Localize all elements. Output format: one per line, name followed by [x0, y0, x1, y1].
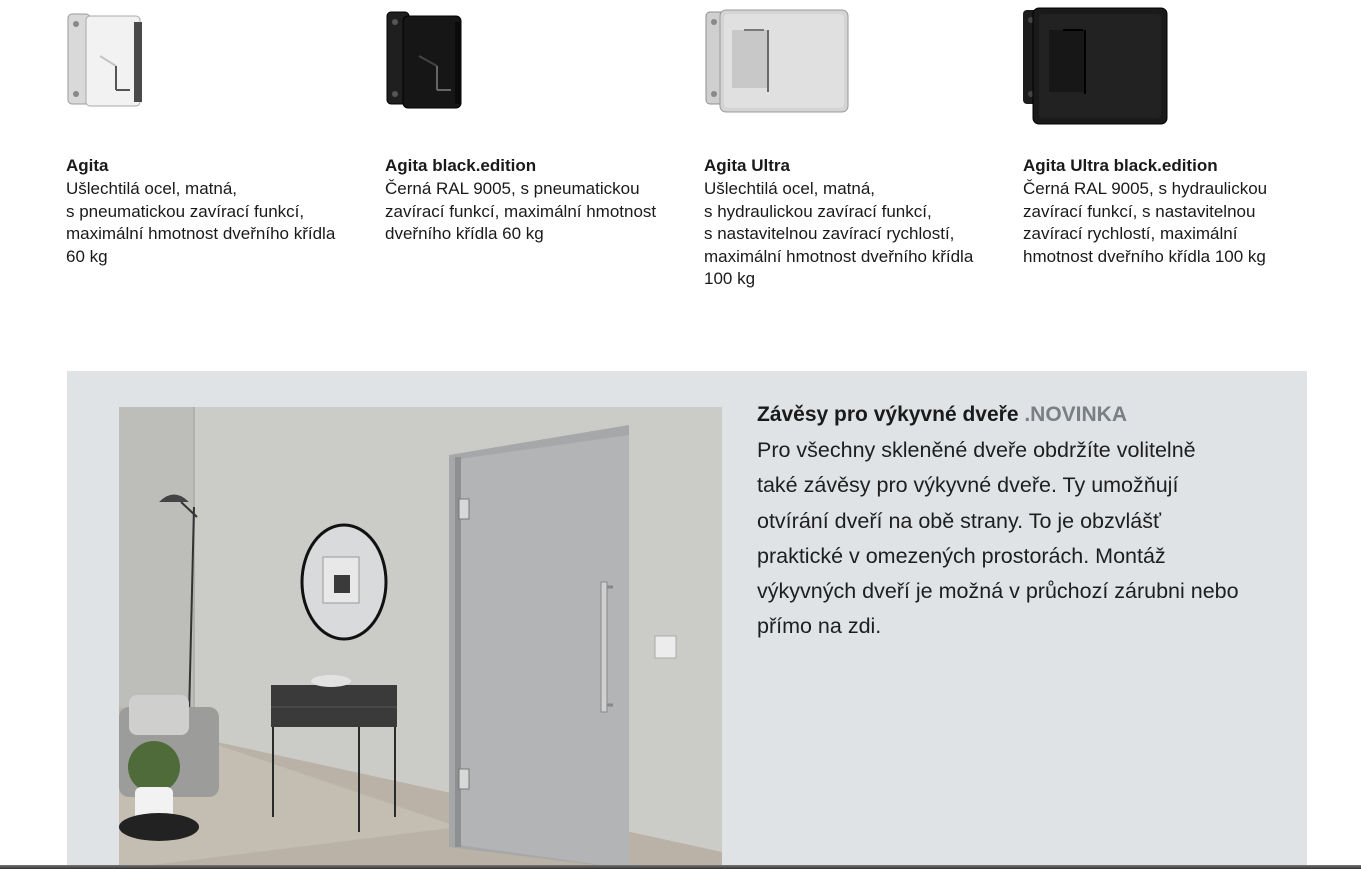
hinge-ultra-black-image	[1023, 0, 1183, 140]
hinge-stainless-image	[66, 0, 226, 140]
product-name[interactable]: Agita Ultra	[704, 156, 790, 175]
swing-door-room-image	[119, 407, 722, 869]
product-grid	[0, 0, 1361, 300]
product-description: Černá RAL 9005, s pneumatickou zavírací funkcí, maximální hmotnost dveřního křídla 60 kg	[385, 179, 657, 243]
hinge-ultra-stainless-image	[704, 0, 864, 140]
product-description: Ušlechtilá ocel, matná, s hydraulickou zavírací funkcí, s nastavitelnou zavírací rychlostí, maximální hmotnost dveřního křídla 100 kg	[704, 179, 974, 288]
product-description: Ušlechtilá ocel, matná, s pneumatickou zavírací funkcí, maximální hmotnost dveřního křídla 60 kg	[66, 179, 336, 266]
feature-title-text: Závěsy pro výkyvné dveře	[757, 403, 1019, 426]
hinge-black-image	[385, 0, 545, 140]
product-name[interactable]: Agita Ultra black.edition	[1023, 156, 1218, 175]
feature-text	[757, 401, 1287, 645]
product-name[interactable]: Agita	[66, 156, 109, 175]
feature-description: Pro všechny skleněné dveře obdržíte volitelně také závěsy pro výkyvné dveře. Ty umožňují otvírání dveří na obě strany. To je obzvlášť praktické v omezených prostorách. Montáž výkyvných dveří je možná v průchozí zárubni nebo přímo na zdi.	[757, 438, 1239, 639]
product-name[interactable]: Agita black.edition	[385, 156, 537, 175]
room-photo	[119, 407, 722, 869]
new-badge: .NOVINKA	[1024, 403, 1128, 426]
page-divider	[0, 865, 1361, 869]
swing-door-hinges-feature	[67, 371, 1307, 869]
feature-title	[757, 401, 1287, 429]
product-description: Černá RAL 9005, s hydraulickou zavírací funkcí, s nastavitelnou zavírací rychlostí, maximální hmotnost dveřního křídla 100 kg	[1023, 179, 1268, 266]
